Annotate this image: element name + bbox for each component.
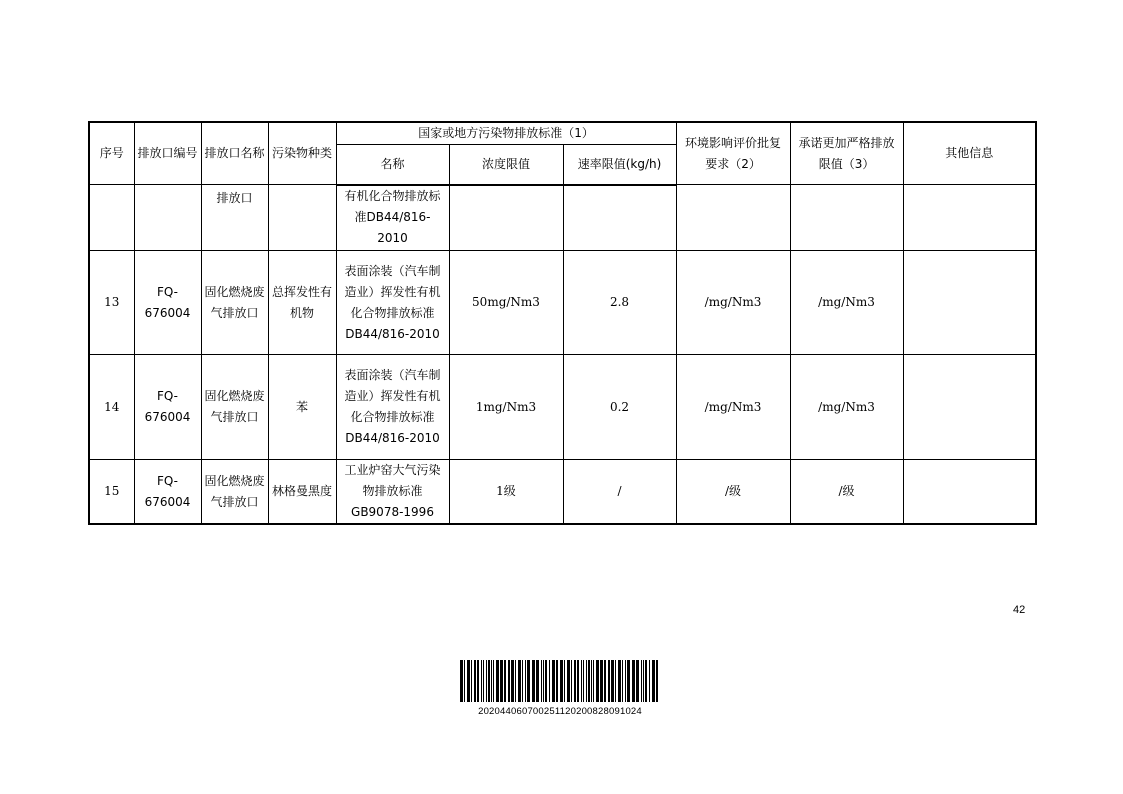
barcode-bar: [488, 660, 490, 702]
barcode-bar: [545, 660, 547, 702]
cell-pollutant: 林格曼黑度: [268, 460, 336, 525]
barcode-bar: [588, 660, 590, 702]
cell-concentration: 1mg/Nm3: [449, 355, 563, 460]
barcode-bar: [481, 660, 482, 702]
cell-outlet-code: FQ-676004: [134, 251, 201, 355]
barcode-bar: [522, 660, 523, 702]
barcode-bar: [511, 660, 514, 702]
table-row: [89, 251, 1036, 355]
cell-seq: [89, 185, 134, 251]
barcode-bar: [600, 660, 603, 702]
barcode-bar: [500, 660, 503, 702]
barcode-bar: [586, 660, 587, 702]
header-outlet-name: 排放口名称: [201, 122, 268, 185]
cell-rate: 2.8: [563, 251, 676, 355]
barcode-bar: [574, 660, 576, 702]
cell-eia: /级: [676, 460, 790, 525]
barcode-bar: [641, 660, 642, 702]
barcode-bar: [652, 660, 655, 702]
barcode-bar: [460, 660, 463, 702]
header-standard-group: 国家或地方污染物排放标准（1）: [336, 122, 676, 145]
table-row: [89, 185, 1036, 251]
barcode-bar: [532, 660, 535, 702]
barcode-bar: [467, 660, 470, 702]
barcode-bar: [549, 660, 550, 702]
cell-seq: 15: [89, 460, 134, 525]
cell-outlet-name: 排放口: [201, 185, 268, 251]
barcode-bar: [483, 660, 484, 702]
barcode-bar: [491, 660, 492, 702]
header-outlet-code: 排放口编号: [134, 122, 201, 185]
table-row: [89, 460, 1036, 525]
header-rate: 速率限值(kg/h): [563, 145, 676, 185]
barcode-bar: [636, 660, 639, 702]
barcode-bar: [625, 660, 626, 702]
cell-stricter: [790, 185, 903, 251]
barcode-bar: [477, 660, 479, 702]
cell-rate: 0.2: [563, 355, 676, 460]
cell-standard: 表面涂装（汽车制造业）挥发性有机化合物排放标准DB44/816-2010: [336, 251, 449, 355]
barcode-bar: [627, 660, 630, 702]
header-other: 其他信息: [903, 122, 1036, 185]
table-row: [89, 355, 1036, 460]
cell-rate: /: [563, 460, 676, 525]
barcode-bar: [556, 660, 558, 702]
barcode-bar: [615, 660, 616, 702]
barcode-bar: [591, 660, 592, 702]
cell-other: [903, 355, 1036, 460]
barcode-bar: [571, 660, 572, 702]
barcode-bar: [464, 660, 465, 702]
barcode-bar: [577, 660, 579, 702]
barcode-bar: [471, 660, 472, 702]
barcode-bar: [611, 660, 614, 702]
header-eia: 环境影响评价批复要求（2）: [676, 122, 790, 185]
barcode-bar: [508, 660, 510, 702]
cell-eia: /mg/Nm3: [676, 251, 790, 355]
barcode-bar: [622, 660, 623, 702]
header-seq: 序号: [89, 122, 134, 185]
cell-outlet-name: 固化燃烧废气排放口: [201, 355, 268, 460]
barcode-bar: [496, 660, 499, 702]
cell-outlet-name: 固化燃烧废气排放口: [201, 460, 268, 525]
cell-standard: 有机化合物排放标准DB44/816-2010: [336, 185, 449, 251]
cell-seq: 13: [89, 251, 134, 355]
barcode-bar: [656, 660, 658, 702]
header-concentration: 浓度限值: [449, 145, 563, 185]
barcode-bar: [567, 660, 570, 702]
barcode-number: 2020440607002511202008280910​24: [478, 706, 642, 717]
cell-other: [903, 251, 1036, 355]
cell-other: [903, 185, 1036, 251]
barcode-bar: [527, 660, 530, 702]
cell-outlet-code: FQ-676004: [134, 355, 201, 460]
cell-concentration: [449, 185, 563, 251]
cell-pollutant: 总挥发性有机物: [268, 251, 336, 355]
emission-standards-table: [88, 121, 1037, 525]
barcode-bar: [649, 660, 650, 702]
cell-concentration: 1级: [449, 460, 563, 525]
cell-concentration: 50mg/Nm3: [449, 251, 563, 355]
cell-outlet-name: 固化燃烧废气排放口: [201, 251, 268, 355]
barcode-bar: [596, 660, 599, 702]
header-std-name: 名称: [336, 145, 449, 185]
table-header: [89, 122, 1036, 185]
barcode-image: [460, 660, 660, 702]
barcode-bar: [474, 660, 476, 702]
header-stricter: 承诺更加严格排放限值（3）: [790, 122, 903, 185]
cell-other: [903, 460, 1036, 525]
cell-seq: 14: [89, 355, 134, 460]
barcode-bar: [518, 660, 521, 702]
cell-standard: 工业炉窑大气污染物排放标准GB9078-1996: [336, 460, 449, 525]
cell-standard: 表面涂装（汽车制造业）挥发性有机化合物排放标准DB44/816-2010: [336, 355, 449, 460]
page-number: 42: [1013, 604, 1026, 616]
barcode-bar: [515, 660, 516, 702]
header-pollutant: 污染物种类: [268, 122, 336, 185]
barcode-bar: [543, 660, 544, 702]
barcode-bar: [643, 660, 644, 702]
barcode-bar: [541, 660, 542, 702]
barcode-bar: [564, 660, 565, 702]
barcode-bar: [552, 660, 555, 702]
barcode-bar: [618, 660, 621, 702]
barcode-bar: [632, 660, 635, 702]
cell-eia: /mg/Nm3: [676, 355, 790, 460]
barcode-bar: [504, 660, 506, 702]
cell-rate: [563, 185, 676, 251]
cell-stricter: /mg/Nm3: [790, 251, 903, 355]
barcode-bar: [604, 660, 606, 702]
barcode-bar: [536, 660, 539, 702]
cell-outlet-code: FQ-676004: [134, 460, 201, 525]
cell-outlet-code: [134, 185, 201, 251]
cell-stricter: /mg/Nm3: [790, 355, 903, 460]
barcode-bar: [581, 660, 582, 702]
barcode-bar: [608, 660, 610, 702]
barcode-bar: [525, 660, 526, 702]
cell-pollutant: [268, 185, 336, 251]
barcode-bar: [583, 660, 584, 702]
cell-eia: [676, 185, 790, 251]
barcode-bar: [593, 660, 594, 702]
cell-stricter: /级: [790, 460, 903, 525]
barcode-bar: [493, 660, 494, 702]
cell-pollutant: 苯: [268, 355, 336, 460]
barcode-bar: [645, 660, 647, 702]
barcode-bar: [560, 660, 563, 702]
barcode-bar: [486, 660, 487, 702]
